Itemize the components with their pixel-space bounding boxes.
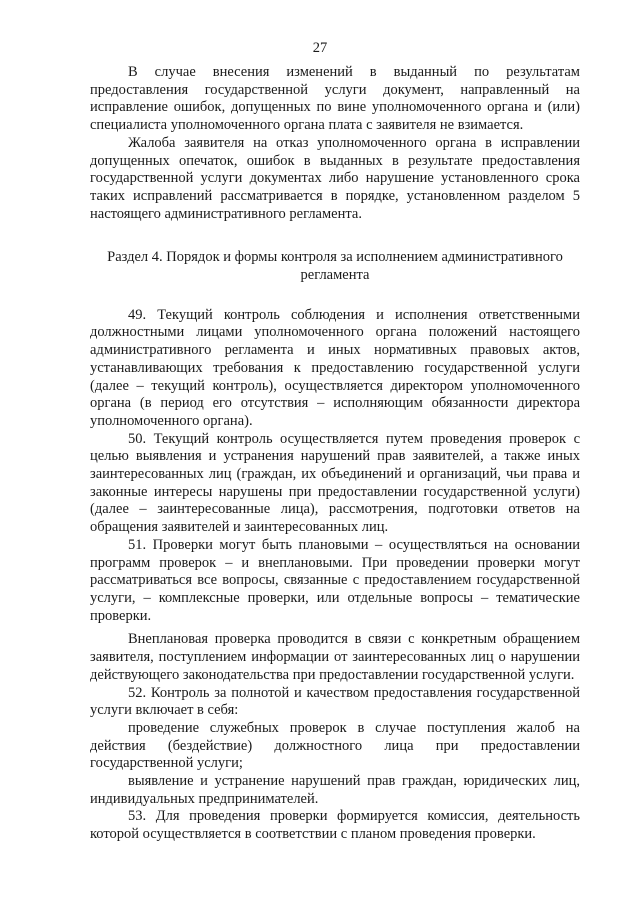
section-heading: Раздел 4. Порядок и формы контроля за исполнением административного регламента — [107, 249, 563, 284]
paragraph-complaint: Жалоба заявителя на отказ уполномоченного органа в исправлении допущенных опечаток, ошибок в выданных в результате предоставления государственной услуги документах либо нарушение установленного срока таких исправлений рассматривается в порядке, установленном разделом 5 настоящего административного регламента. — [90, 134, 580, 222]
paragraph-50: 50. Текущий контроль осуществляется путем проведения проверок с целью выявления и устранения нарушений прав заявителей, а также иных заинтересованных лиц (граждан, их объединений и организаций, чьи права и законные интересы нарушены при предоставлении государственной услуги) (далее – заинтересованные лица), рассмотрения, подготовки ответов на обращения заявителей и заинтересованных лиц. — [90, 430, 580, 536]
paragraph-51: 51. Проверки могут быть плановыми – осуществляться на основании программ проверок – и внеплановыми. При проведении проверки могут рассматриваться все вопросы, связанные с предоставлением государственной услуги, – комплексные проверки, или отдельные вопросы – тематические проверки. — [90, 536, 580, 624]
paragraph-52: 52. Контроль за полнотой и качеством предоставления государственной услуги включает в себя: — [90, 684, 580, 719]
paragraph-52-item-1: проведение служебных проверок в случае поступления жалоб на действия (бездействие) должностного лица при предоставлении государственной услуги; — [90, 719, 580, 772]
document-body — [90, 64, 580, 844]
page-number: 27 — [312, 40, 328, 56]
paragraph-52-item-2: выявление и устранение нарушений прав граждан, юридических лиц, индивидуальных предпринимателей. — [90, 773, 580, 807]
paragraph-49: 49. Текущий контроль соблюдения и исполнения ответственными должностными лицами уполномоченного органа положений настоящего административного регламента и иных нормативных правовых актов, устанавливающих требования к предоставлению государственной услуги (далее – текущий контроль), осуществляется директором уполномоченного органа (в период его отсутствия – исполняющим обязанности директора уполномоченного органа). — [90, 306, 580, 429]
paragraph-changes-fee: В случае внесения изменений в выданный по результатам предоставления государственной услуги документ, направленный на исправление ошибок, допущенных по вине уполномоченного органа и (или) специалиста уполномоченного органа плата с заявителя не взимается. — [90, 64, 580, 134]
paragraph-unscheduled-check: Внеплановая проверка проводится в связи с конкретным обращением заявителя, поступлением информации от заинтересованных лиц о нарушении действующего законодательства при предоставлении государственной услуги. — [90, 631, 580, 683]
paragraph-53: 53. Для проведения проверки формируется комиссия, деятельность которой осуществляется в соответствии с планом проведения проверки. — [90, 808, 580, 843]
